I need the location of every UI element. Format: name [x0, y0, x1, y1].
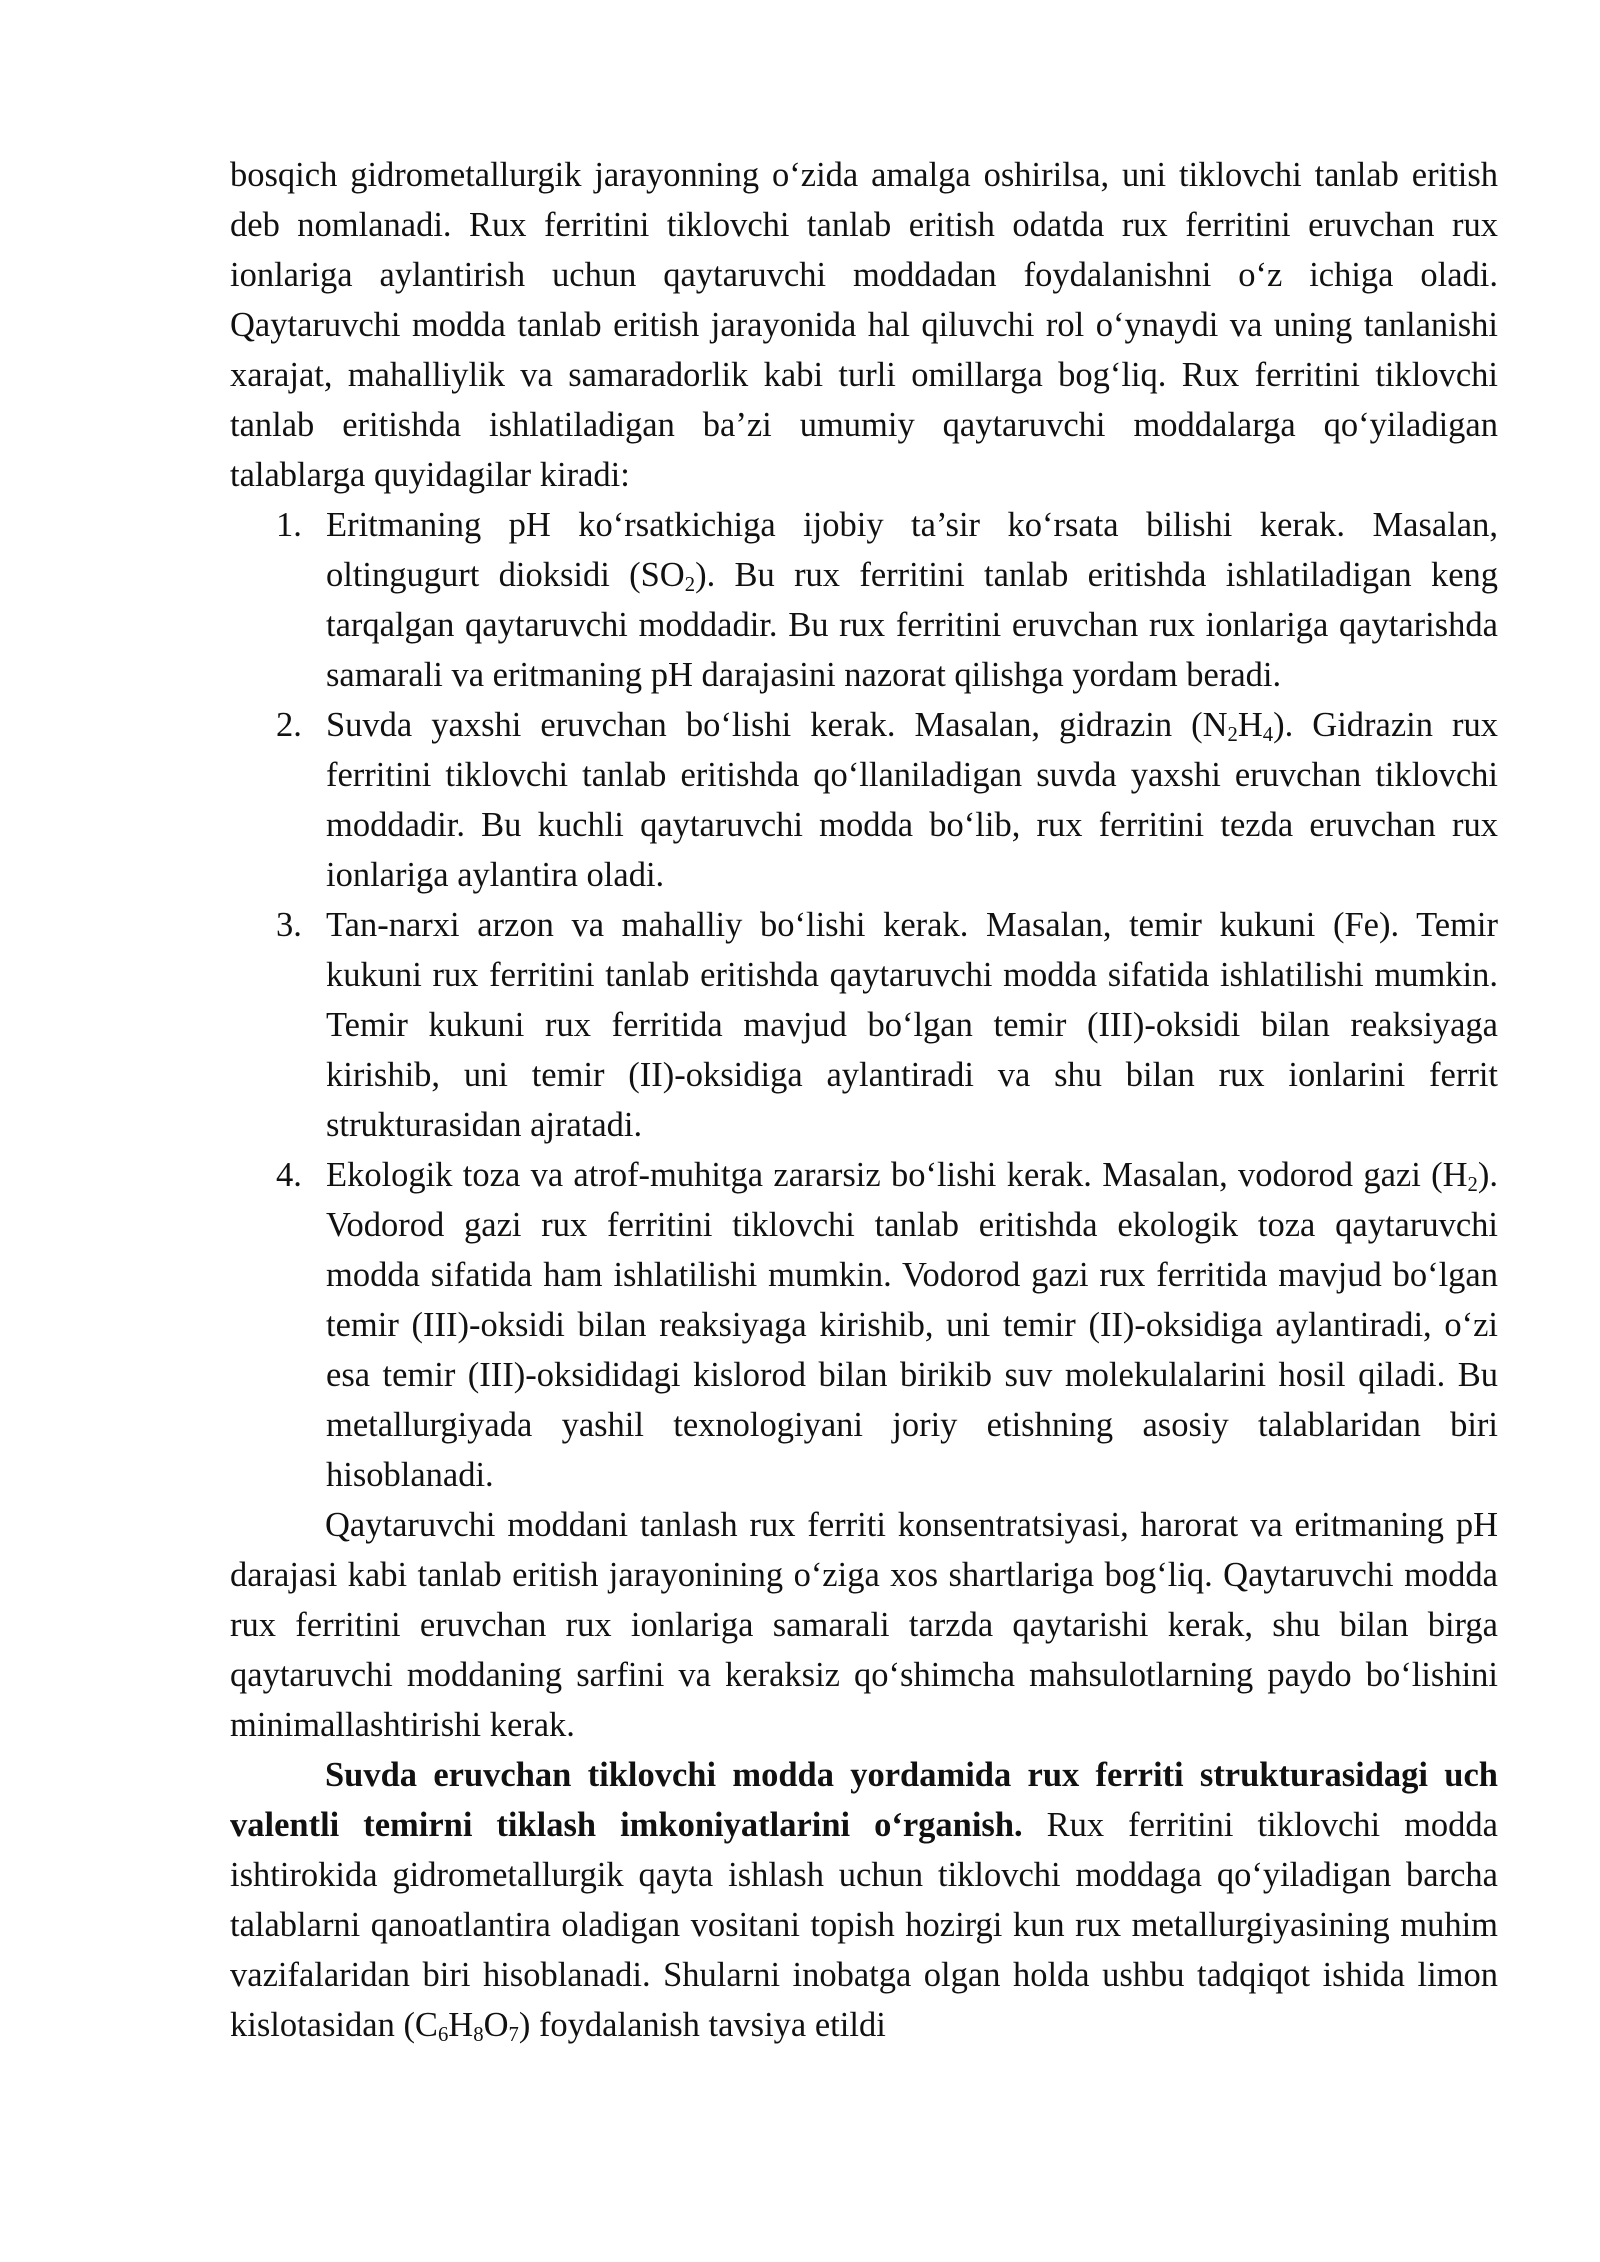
list-text: H [1237, 706, 1263, 744]
paragraph-text: O [483, 2006, 509, 2044]
intro-paragraph: bosqich gidrometallurgik jarayonning o‘zida amalga oshirilsa, uni tiklovchi tanlab eritish deb nomlanadi. Rux ferritini tiklovchi tanlab eritish odatda rux ferritini eruvchan rux ionlariga aylantirish uchun qaytaruvchi moddadan foydalanishni o‘z ichiga oladi. Qaytaruvchi modda tanlab eritish jarayonida hal qiluvchi rol o‘ynaydi va uning tanlanishi xarajat, mahalliylik va samaradorlik kabi turli omillarga bog‘liq. Rux ferritini tiklovchi tanlab eritishda ishlatiladigan ba’zi umumiy qaytaruvchi moddalarga qo‘yiladigan talablarga quyidagilar kiradi: [230, 156, 1498, 494]
requirements-list [230, 500, 1498, 1500]
list-text: ). Gidrazin rux ferritini tiklovchi tanlab eritishda qo‘llaniladigan suvda yaxshi eruvchan tiklovchi moddadir. Bu kuchli qaytaruvchi modda bo‘lib, rux ferritini tezda eruvchan rux ionlariga aylantira oladi. [326, 706, 1498, 894]
list-item [230, 500, 1498, 700]
subscript: 2 [1467, 1174, 1478, 1197]
subscript: 6 [437, 2024, 449, 2047]
subscript: 4 [1262, 724, 1274, 747]
paragraph-text: ) foydalanish tavsiya etildi [518, 2006, 886, 2044]
list-text: Suvda yaxshi eruvchan bo‘lishi kerak. Masalan, gidrazin (N [326, 706, 1228, 744]
section-paragraph [230, 1750, 1498, 2050]
list-text: Ekologik toza va atrof-muhitga zararsiz bo‘lishi kerak. Masalan, vodorod gazi (H [326, 1156, 1468, 1194]
list-text: Eritmaning pH ko‘rsatkichiga ijobiy ta’sir ko‘rsata bilishi kerak. Masalan, oltingugurt dioksidi (SO [326, 506, 1498, 594]
paragraph-text: H [448, 2006, 474, 2044]
paragraph-text: Rux ferritini tiklovchi modda ishtirokida gidrometallurgik qayta ishlash uchun tiklovchi moddaga qo‘yiladigan barcha talablarni qanoatlantira oladigan vositani topish hozirgi kun rux metallurgiyasining muhim vazifalaridan biri hisoblanadi. Shularni inobatga olgan holda ushbu tadqiqot ishida limon kislotasidan (C [230, 1806, 1498, 2044]
list-text: ). Vodorod gazi rux ferritini tiklovchi tanlab eritishda ekologik toza qaytaruvchi modda sifatida ham ishlatilishi mumkin. Vodorod gazi rux ferritida mavjud bo‘lgan temir (III)-oksidi bilan reaksiyaga kirishib, uni temir (II)-oksidiga aylantiradi, o‘zi esa temir (III)-oksididagi kislorod bilan birikib suv molekulalarini hosil qiladi. Bu metallurgiyada yashil texnologiyani joriy etishning asosiy talablaridan biri hisoblanadi. [326, 1156, 1498, 1494]
subscript: 8 [473, 2024, 484, 2047]
list-number: 4. [276, 1156, 302, 1194]
list-item [230, 1150, 1498, 1500]
list-number: 3. [276, 906, 302, 944]
list-number: 2. [276, 706, 302, 744]
document-page [230, 150, 1498, 2050]
list-text: Tan-narxi arzon va mahalliy bo‘lishi kerak. Masalan, temir kukuni (Fe). Temir kukuni rux ferritini tanlab eritishda qaytaruvchi modda sifatida ishlatilishi mumkin. Temir kukuni rux ferritida mavjud bo‘lgan temir (III)-oksidi bilan reaksiyaga kirishib, uni temir (II)-oksidiga aylantiradi va shu bilan rux ionlarini ferrit strukturasidan ajratadi. [326, 906, 1498, 1144]
body-paragraph: Qaytaruvchi moddani tanlash rux ferriti konsentratsiyasi, harorat va eritmaning pH darajasi kabi tanlab eritish jarayonining o‘ziga xos shartlariga bog‘liq. Qaytaruvchi modda rux ferritini eruvchan rux ionlariga samarali tarzda qaytarishi kerak, shu bilan birga qaytaruvchi moddaning sarfini va keraksiz qo‘shimcha mahsulotlarning paydo bo‘lishini minimallashtirishi kerak. [230, 1506, 1498, 1744]
section-heading: Suvda eruvchan tiklovchi modda yordamida rux ferriti strukturasidagi uch valentli temirni tiklash imkoniyatlarini o‘rganish. [230, 1756, 1498, 1844]
subscript: 7 [508, 2024, 519, 2047]
list-item [230, 700, 1498, 900]
subscript: 2 [684, 574, 696, 597]
subscript: 2 [1227, 724, 1238, 747]
list-item [230, 900, 1498, 1150]
list-number: 1. [276, 506, 302, 544]
list-text: ). Bu rux ferritini tanlab eritishda ishlatiladigan keng tarqalgan qaytaruvchi moddadir. Bu rux ferritini eruvchan rux ionlariga qaytarishda samarali va eritmaning pH darajasini nazorat qilishga yordam beradi. [326, 556, 1499, 694]
